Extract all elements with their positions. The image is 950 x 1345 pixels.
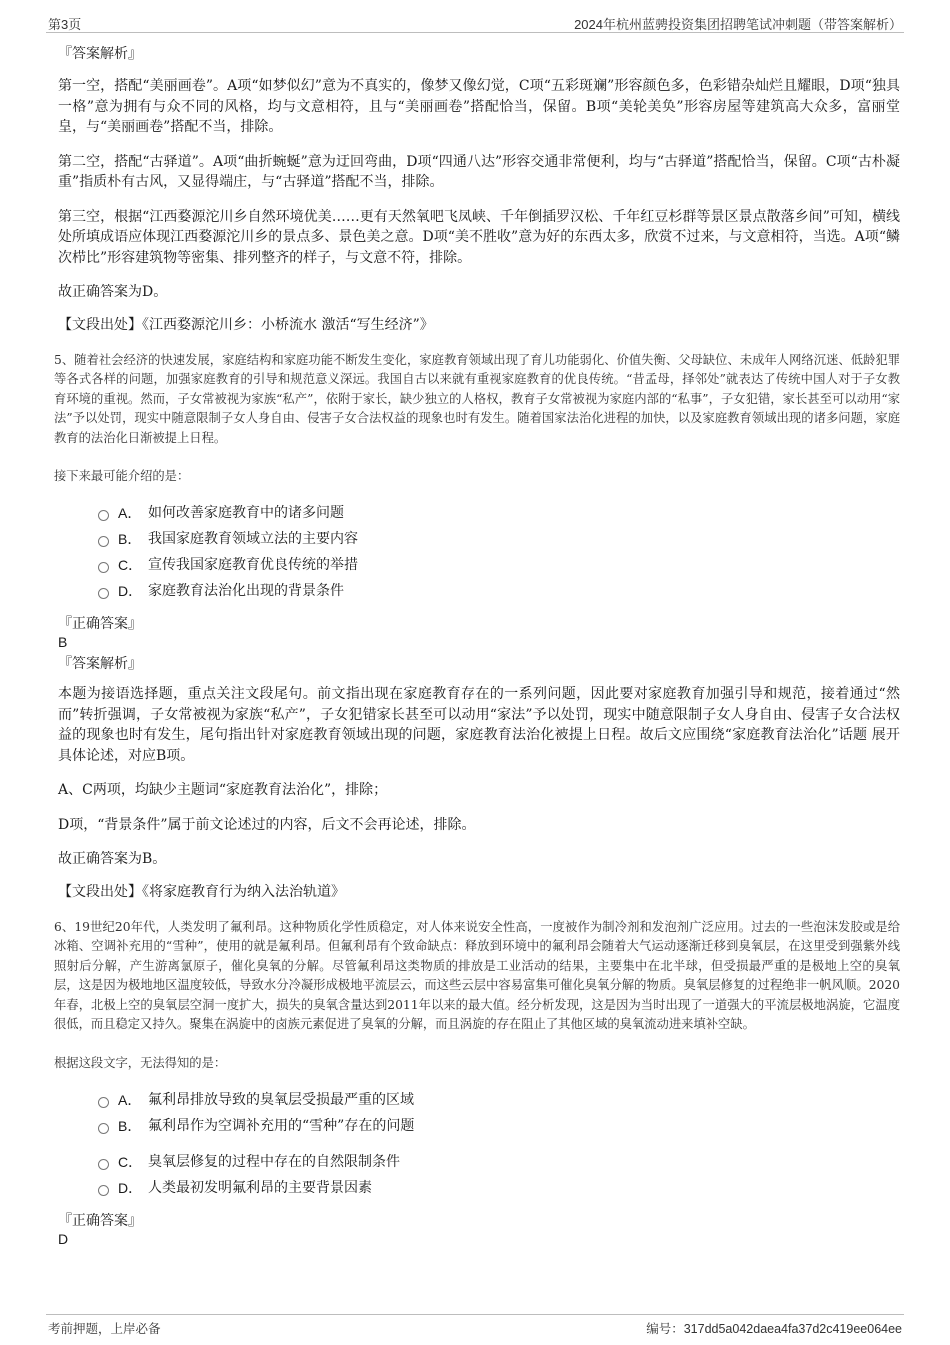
correct-answer-label: 『正确答案』 (58, 1212, 142, 1229)
analysis-paragraph: D项，“背景条件”属于前文论述过的内容，后文不会再论述，排除。 (58, 816, 476, 833)
analysis-paragraph: 第三空，根据“江西婺源沱川乡自然环境优美……更有天然氧吧飞凤峡、千年倒插罗汉松、千年红豆杉群等景区景点散落乡间”可知，横线处所填成语应体现江西婺源沱川乡的景点多、景色美之意。D项“美不胜收”意为好的东西太多，欣赏不过来，与文意相符，当选。A项“鳞次栉比”形容建筑物等密集、排列整齐的样子，与文意不符，排除。 (58, 208, 900, 266)
question-6-options (98, 1087, 900, 1201)
option-b[interactable]: B． 我国家庭教育领域立法的主要内容 (98, 526, 900, 552)
question-6-prompt: 根据这段文字，无法得知的是： (54, 1055, 227, 1070)
correct-answer: B (58, 634, 68, 650)
question-5-text: 5、随着社会经济的快速发展，家庭结构和家庭功能不断发生变化，家庭教育领域出现了育儿功能弱化、价值失衡、父母缺位、未成年人网络沉迷、低龄犯罪等各式各样的问题，加强家庭教育的引导和规范意义深远。我国自古以来就有重视家庭教育的优良传统。“昔孟母，择邻处”就表达了传统中国人对于子女教育环境的重视。然而，子女常被视为家族“私产”，依附于家长，缺少独立的人格权，教育子女常被视为家庭内部的“私事”，子女犯错，家长甚至可以动用“家法”予以处罚，现实中随意限制子女人身自由、侵害子女合法权益的现象也时有发生。随着国家法治化进程的加快，以及家庭教育领域出现的诸多问题，家庭教育的法治化日渐被提上日程。 (54, 352, 900, 445)
option-d[interactable]: D． 人类最初发明氟利昂的主要背景因素 (98, 1175, 900, 1201)
page-number: 第3页 (48, 17, 82, 32)
analysis-paragraph: 本题为接语选择题，重点关注文段尾句。前文指出现在家庭教育存在的一系列问题，因此要对家庭教育加强引导和规范，接着通过“然而”转折强调，子女常被视为家族“私产”，子女犯错家长甚至可以动用“家法”予以处罚，现实中随意限制子女人身自由、侵害子女合法权益的现象也时有发生，尾句指出针对家庭教育领域出现的问题，家庭教育法治化被提上日程。故后文应围绕“家庭教育法治化”话题 展开 具体论述，对应B项。 (58, 686, 900, 764)
option-c[interactable]: C． 宣传我国家庭教育优良传统的举措 (98, 552, 900, 578)
question-5-options (98, 500, 900, 604)
option-a[interactable]: A． 如何改善家庭教育中的诸多问题 (98, 500, 900, 526)
question-5-prompt: 接下来最可能介绍的是： (54, 469, 190, 483)
radio-icon[interactable] (98, 536, 109, 547)
page-header (46, 12, 904, 33)
analysis-paragraph: A、C两项，均缺少主题词“家庭教育法治化”，排除； (58, 782, 388, 798)
option-c[interactable]: C． 臭氧层修复的过程中存在的自然限制条件 (98, 1149, 900, 1175)
document-content (54, 44, 900, 1251)
correct-answer: D (58, 1230, 69, 1247)
option-b[interactable]: B． 氟利昂作为空调补充用的“雪种”存在的问题 (98, 1113, 900, 1139)
source-citation: 【文段出处】《江西婺源沱川乡：小桥流水 激活“写生经济”》 (58, 316, 434, 333)
analysis-paragraph: 故正确答案为D。 (58, 284, 168, 300)
page-footer (46, 1314, 904, 1335)
radio-icon[interactable] (98, 588, 109, 599)
analysis-paragraph: 第一空，搭配“美丽画卷”。A项“如梦似幻”意为不真实的，像梦又像幻觉，C项“五彩斑斓”形容颜色多，色彩错杂灿烂且耀眼，D项“独具一格”意为拥有与众不同的风格，均与文意相符，且与“美丽画卷”搭配恰当，保留。B项“美轮美奂”形容房屋等建筑高大众多，富丽堂皇，与“美丽画卷”搭配不当，排除。 (58, 78, 900, 135)
analysis-paragraph: 第二空，搭配“古驿道”。A项“曲折蜿蜒”意为迂回弯曲，D项“四通八达”形容交通非常便利，均与“古驿道”搭配恰当，保留。C项“古朴凝重”指质朴有古风，又显得端庄，与“古驿道”搭配不当，排除。 (58, 153, 900, 190)
radio-icon[interactable] (98, 1185, 109, 1196)
radio-icon[interactable] (98, 1159, 109, 1170)
source-citation: 【文段出处】《将家庭教育行为纳入法治轨道》 (58, 883, 345, 900)
radio-icon[interactable] (98, 1097, 109, 1108)
question-6-text: 6、19世纪20年代，人类发明了氟利昂。这种物质化学性质稳定，对人体来说安全性高，一度被作为制冷剂和发泡剂广泛应用。过去的一些泡沫发胶或是给冰箱、空调补充用的“雪种”，使用的就是氟利昂。但氟利昂有个致命缺点：释放到环境中的氟利昂会随着大气运动逐渐迁移到臭氧层，在这里受到强紫外线照射后分解，产生游离氯原子，催化臭氧的分解。尽管氟利昂这类物质的排放是工业活动的结果，主要集中在北半球，但受损最严重的是极地上空的臭氧层，这是因为极地地区温度较低，导致水分冷凝形成极地平流层云，而这些云层中容易富集可催化臭氧分解的物质。臭氧层修复的过程绝非一帆风顺。2020年春，北极上空的臭氧层空洞一度扩大，损失的臭氧含量达到2011年以来的最大值。经分析发现，这是因为当时出现了一道强大的平流层极地涡旋，它温度很低，而且稳定又持久。聚集在涡旋中的卤族元素促进了臭氧的分解，而且涡旋的存在阻止了其他区域的臭氧流动进来填补空缺。 (54, 919, 900, 1031)
document-id: 编号：317dd5a042daea4fa37d2c419ee064ee (646, 1322, 902, 1336)
analysis-label: 『答案解析』 (58, 46, 142, 62)
correct-answer-label: 『正确答案』 (58, 616, 142, 632)
analysis-label: 『答案解析』 (58, 656, 142, 672)
document-title: 2024年杭州蓝骋投资集团招聘笔试冲刺题（带答案解析） (574, 17, 902, 32)
radio-icon[interactable] (98, 562, 109, 573)
radio-icon[interactable] (98, 1123, 109, 1134)
footer-slogan: 考前押题，上岸必备 (48, 1322, 161, 1336)
analysis-paragraph: 故正确答案为B。 (58, 851, 167, 867)
option-a[interactable]: A． 氟利昂排放导致的臭氧层受损最严重的区域 (98, 1087, 900, 1113)
radio-icon[interactable] (98, 510, 109, 521)
option-d[interactable]: D． 家庭教育法治化出现的背景条件 (98, 578, 900, 604)
